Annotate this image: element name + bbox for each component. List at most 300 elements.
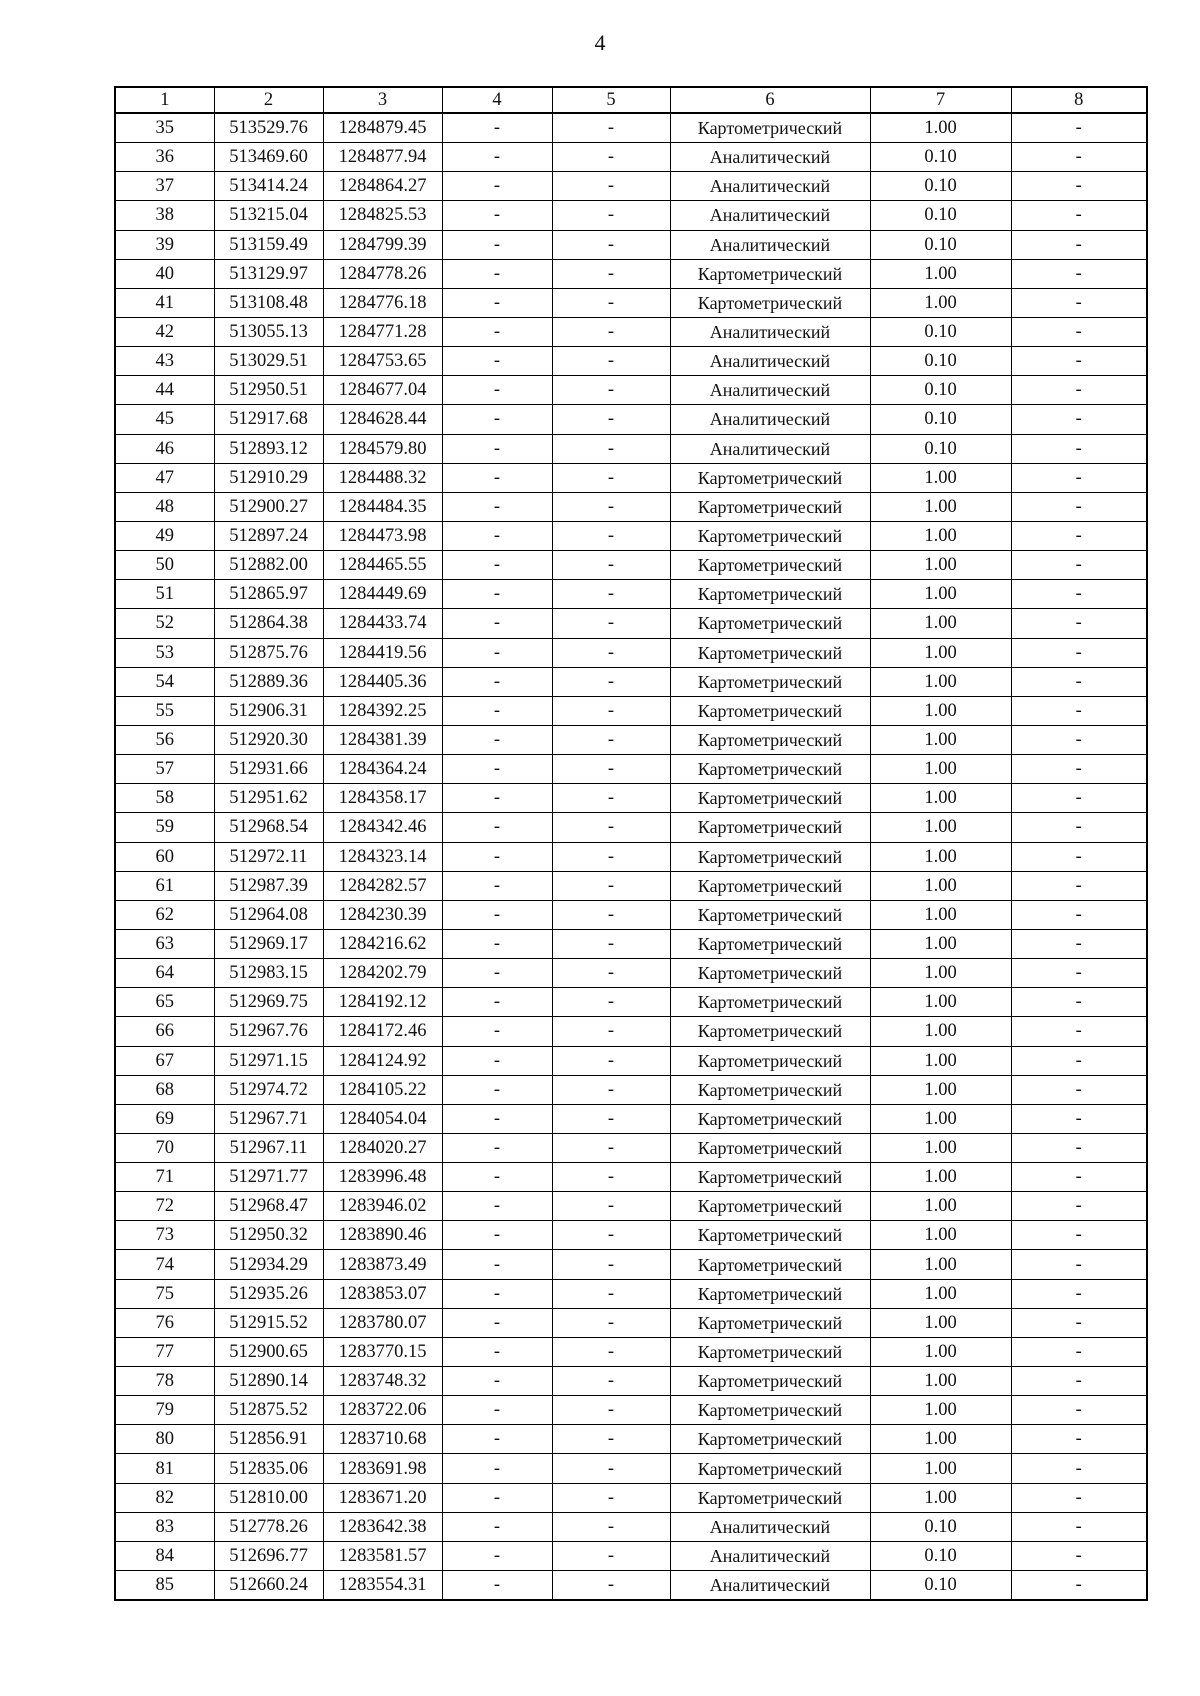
column-8-cell: -: [1011, 1133, 1147, 1162]
accuracy-cell: 0.10: [870, 1571, 1011, 1601]
method-cell: Аналитический: [670, 1571, 870, 1601]
y-coordinate-cell: 1284465.55: [323, 551, 442, 580]
column-8-cell: -: [1011, 1250, 1147, 1279]
x-coordinate-cell: 512856.91: [214, 1425, 323, 1454]
accuracy-cell: 1.00: [870, 959, 1011, 988]
column-5-cell: -: [552, 1483, 670, 1512]
y-coordinate-cell: 1284877.94: [323, 143, 442, 172]
x-coordinate-cell: 513529.76: [214, 113, 323, 143]
column-8-cell: -: [1011, 871, 1147, 900]
point-number-cell: 62: [115, 900, 214, 929]
accuracy-cell: 1.00: [870, 784, 1011, 813]
accuracy-cell: 1.00: [870, 929, 1011, 958]
header-cell: 7: [870, 87, 1011, 113]
column-5-cell: -: [552, 784, 670, 813]
method-cell: Аналитический: [670, 172, 870, 201]
y-coordinate-cell: 1284449.69: [323, 580, 442, 609]
y-coordinate-cell: 1283946.02: [323, 1192, 442, 1221]
y-coordinate-cell: 1284776.18: [323, 288, 442, 317]
column-5-cell: -: [552, 900, 670, 929]
accuracy-cell: 1.00: [870, 551, 1011, 580]
method-cell: Аналитический: [670, 201, 870, 230]
header-cell: 3: [323, 87, 442, 113]
column-8-cell: -: [1011, 988, 1147, 1017]
table-row: [115, 1483, 1147, 1512]
column-4-cell: -: [442, 1133, 552, 1162]
method-cell: Картометрический: [670, 259, 870, 288]
column-5-cell: -: [552, 201, 670, 230]
column-4-cell: -: [442, 1396, 552, 1425]
point-number-cell: 67: [115, 1046, 214, 1075]
point-number-cell: 50: [115, 551, 214, 580]
column-5-cell: -: [552, 492, 670, 521]
point-number-cell: 48: [115, 492, 214, 521]
column-8-cell: -: [1011, 813, 1147, 842]
method-cell: Картометрический: [670, 1425, 870, 1454]
table-row: [115, 376, 1147, 405]
table-body: [115, 113, 1147, 1600]
column-4-cell: -: [442, 434, 552, 463]
table-row: [115, 1396, 1147, 1425]
x-coordinate-cell: 512974.72: [214, 1075, 323, 1104]
column-8-cell: -: [1011, 696, 1147, 725]
table-row: [115, 1367, 1147, 1396]
column-4-cell: -: [442, 1075, 552, 1104]
column-8-cell: -: [1011, 638, 1147, 667]
table-row: [115, 1454, 1147, 1483]
point-number-cell: 46: [115, 434, 214, 463]
table-row: [115, 1104, 1147, 1133]
x-coordinate-cell: 512910.29: [214, 463, 323, 492]
accuracy-cell: 1.00: [870, 609, 1011, 638]
column-5-cell: -: [552, 1337, 670, 1366]
x-coordinate-cell: 513414.24: [214, 172, 323, 201]
column-4-cell: -: [442, 230, 552, 259]
point-number-cell: 64: [115, 959, 214, 988]
method-cell: Картометрический: [670, 638, 870, 667]
header-row: [115, 87, 1147, 113]
column-8-cell: -: [1011, 842, 1147, 871]
table-row: [115, 551, 1147, 580]
column-4-cell: -: [442, 551, 552, 580]
accuracy-cell: 1.00: [870, 725, 1011, 754]
column-8-cell: -: [1011, 201, 1147, 230]
header-cell: 6: [670, 87, 870, 113]
column-8-cell: -: [1011, 667, 1147, 696]
y-coordinate-cell: 1284230.39: [323, 900, 442, 929]
x-coordinate-cell: 512967.76: [214, 1017, 323, 1046]
y-coordinate-cell: 1283710.68: [323, 1425, 442, 1454]
y-coordinate-cell: 1284677.04: [323, 376, 442, 405]
accuracy-cell: 1.00: [870, 113, 1011, 143]
accuracy-cell: 1.00: [870, 1192, 1011, 1221]
y-coordinate-cell: 1284282.57: [323, 871, 442, 900]
point-number-cell: 45: [115, 405, 214, 434]
method-cell: Картометрический: [670, 113, 870, 143]
table-row: [115, 1221, 1147, 1250]
method-cell: Аналитический: [670, 347, 870, 376]
table-row: [115, 755, 1147, 784]
point-number-cell: 85: [115, 1571, 214, 1601]
accuracy-cell: 1.00: [870, 1367, 1011, 1396]
column-8-cell: -: [1011, 143, 1147, 172]
x-coordinate-cell: 512778.26: [214, 1512, 323, 1541]
y-coordinate-cell: 1284433.74: [323, 609, 442, 638]
column-4-cell: -: [442, 813, 552, 842]
table-row: [115, 900, 1147, 929]
accuracy-cell: 0.10: [870, 347, 1011, 376]
point-number-cell: 55: [115, 696, 214, 725]
x-coordinate-cell: 512969.17: [214, 929, 323, 958]
accuracy-cell: 1.00: [870, 638, 1011, 667]
method-cell: Аналитический: [670, 230, 870, 259]
point-number-cell: 39: [115, 230, 214, 259]
x-coordinate-cell: 512875.52: [214, 1396, 323, 1425]
column-8-cell: -: [1011, 1017, 1147, 1046]
column-8-cell: -: [1011, 172, 1147, 201]
column-8-cell: -: [1011, 288, 1147, 317]
column-4-cell: -: [442, 1337, 552, 1366]
method-cell: Аналитический: [670, 1512, 870, 1541]
x-coordinate-cell: 513469.60: [214, 143, 323, 172]
y-coordinate-cell: 1283642.38: [323, 1512, 442, 1541]
column-4-cell: -: [442, 1308, 552, 1337]
x-coordinate-cell: 512890.14: [214, 1367, 323, 1396]
table-row: [115, 1192, 1147, 1221]
column-5-cell: -: [552, 871, 670, 900]
y-coordinate-cell: 1284419.56: [323, 638, 442, 667]
header-cell: 1: [115, 87, 214, 113]
accuracy-cell: 1.00: [870, 696, 1011, 725]
column-4-cell: -: [442, 376, 552, 405]
x-coordinate-cell: 512897.24: [214, 521, 323, 550]
column-5-cell: -: [552, 1512, 670, 1541]
table-row: [115, 842, 1147, 871]
column-8-cell: -: [1011, 900, 1147, 929]
column-8-cell: -: [1011, 609, 1147, 638]
header-cell: 8: [1011, 87, 1147, 113]
page-number: 4: [594, 30, 606, 55]
column-4-cell: -: [442, 172, 552, 201]
accuracy-cell: 1.00: [870, 1454, 1011, 1483]
column-5-cell: -: [552, 1221, 670, 1250]
table-row: [115, 1163, 1147, 1192]
x-coordinate-cell: 512967.71: [214, 1104, 323, 1133]
point-number-cell: 54: [115, 667, 214, 696]
x-coordinate-cell: 512864.38: [214, 609, 323, 638]
column-4-cell: -: [442, 1367, 552, 1396]
y-coordinate-cell: 1284879.45: [323, 113, 442, 143]
point-number-cell: 74: [115, 1250, 214, 1279]
y-coordinate-cell: 1284771.28: [323, 317, 442, 346]
column-8-cell: -: [1011, 259, 1147, 288]
accuracy-cell: 0.10: [870, 230, 1011, 259]
table-row: [115, 1075, 1147, 1104]
y-coordinate-cell: 1283770.15: [323, 1337, 442, 1366]
table-row: [115, 871, 1147, 900]
accuracy-cell: 1.00: [870, 1017, 1011, 1046]
x-coordinate-cell: 512900.27: [214, 492, 323, 521]
x-coordinate-cell: 512934.29: [214, 1250, 323, 1279]
table-row: [115, 259, 1147, 288]
column-8-cell: -: [1011, 725, 1147, 754]
column-5-cell: -: [552, 1046, 670, 1075]
point-number-cell: 59: [115, 813, 214, 842]
x-coordinate-cell: 512967.11: [214, 1133, 323, 1162]
column-4-cell: -: [442, 988, 552, 1017]
column-5-cell: -: [552, 667, 670, 696]
column-4-cell: -: [442, 347, 552, 376]
column-5-cell: -: [552, 288, 670, 317]
column-4-cell: -: [442, 755, 552, 784]
accuracy-cell: 1.00: [870, 1425, 1011, 1454]
column-8-cell: -: [1011, 784, 1147, 813]
y-coordinate-cell: 1284020.27: [323, 1133, 442, 1162]
column-5-cell: -: [552, 434, 670, 463]
y-coordinate-cell: 1283671.20: [323, 1483, 442, 1512]
column-4-cell: -: [442, 609, 552, 638]
method-cell: Картометрический: [670, 609, 870, 638]
column-8-cell: -: [1011, 376, 1147, 405]
column-8-cell: -: [1011, 1367, 1147, 1396]
y-coordinate-cell: 1284473.98: [323, 521, 442, 550]
accuracy-cell: 1.00: [870, 580, 1011, 609]
column-8-cell: -: [1011, 1483, 1147, 1512]
point-number-cell: 36: [115, 143, 214, 172]
point-number-cell: 38: [115, 201, 214, 230]
x-coordinate-cell: 512810.00: [214, 1483, 323, 1512]
column-8-cell: -: [1011, 1163, 1147, 1192]
x-coordinate-cell: 512696.77: [214, 1541, 323, 1570]
column-5-cell: -: [552, 1133, 670, 1162]
column-5-cell: -: [552, 638, 670, 667]
y-coordinate-cell: 1283853.07: [323, 1279, 442, 1308]
column-4-cell: -: [442, 492, 552, 521]
y-coordinate-cell: 1284172.46: [323, 1017, 442, 1046]
y-coordinate-cell: 1284342.46: [323, 813, 442, 842]
point-number-cell: 42: [115, 317, 214, 346]
x-coordinate-cell: 512950.51: [214, 376, 323, 405]
y-coordinate-cell: 1284105.22: [323, 1075, 442, 1104]
header-cell: 4: [442, 87, 552, 113]
y-coordinate-cell: 1284778.26: [323, 259, 442, 288]
method-cell: Картометрический: [670, 1454, 870, 1483]
method-cell: Картометрический: [670, 988, 870, 1017]
y-coordinate-cell: 1284825.53: [323, 201, 442, 230]
column-4-cell: -: [442, 405, 552, 434]
y-coordinate-cell: 1284054.04: [323, 1104, 442, 1133]
x-coordinate-cell: 512971.15: [214, 1046, 323, 1075]
table-row: [115, 434, 1147, 463]
point-number-cell: 69: [115, 1104, 214, 1133]
column-8-cell: -: [1011, 1454, 1147, 1483]
accuracy-cell: 1.00: [870, 842, 1011, 871]
method-cell: Картометрический: [670, 667, 870, 696]
point-number-cell: 71: [115, 1163, 214, 1192]
table-row: [115, 609, 1147, 638]
column-8-cell: -: [1011, 755, 1147, 784]
table-header: [115, 87, 1147, 113]
column-8-cell: -: [1011, 317, 1147, 346]
x-coordinate-cell: 512920.30: [214, 725, 323, 754]
column-4-cell: -: [442, 1483, 552, 1512]
column-8-cell: -: [1011, 580, 1147, 609]
table-row: [115, 317, 1147, 346]
column-5-cell: -: [552, 347, 670, 376]
table-row: [115, 667, 1147, 696]
y-coordinate-cell: 1284192.12: [323, 988, 442, 1017]
accuracy-cell: 1.00: [870, 521, 1011, 550]
x-coordinate-cell: 512906.31: [214, 696, 323, 725]
accuracy-cell: 0.10: [870, 1541, 1011, 1570]
x-coordinate-cell: 512865.97: [214, 580, 323, 609]
table-row: [115, 725, 1147, 754]
accuracy-cell: 1.00: [870, 1337, 1011, 1366]
header-cell: 5: [552, 87, 670, 113]
column-8-cell: -: [1011, 551, 1147, 580]
point-number-cell: 65: [115, 988, 214, 1017]
x-coordinate-cell: 513159.49: [214, 230, 323, 259]
column-5-cell: -: [552, 580, 670, 609]
column-5-cell: -: [552, 1075, 670, 1104]
column-8-cell: -: [1011, 1337, 1147, 1366]
point-number-cell: 80: [115, 1425, 214, 1454]
column-4-cell: -: [442, 580, 552, 609]
column-5-cell: -: [552, 1454, 670, 1483]
point-number-cell: 73: [115, 1221, 214, 1250]
method-cell: Картометрический: [670, 900, 870, 929]
column-4-cell: -: [442, 638, 552, 667]
accuracy-cell: 0.10: [870, 434, 1011, 463]
accuracy-cell: 0.10: [870, 201, 1011, 230]
column-8-cell: -: [1011, 929, 1147, 958]
y-coordinate-cell: 1284381.39: [323, 725, 442, 754]
point-number-cell: 35: [115, 113, 214, 143]
column-5-cell: -: [552, 143, 670, 172]
table-row: [115, 959, 1147, 988]
table-row: [115, 988, 1147, 1017]
column-5-cell: -: [552, 521, 670, 550]
y-coordinate-cell: 1283722.06: [323, 1396, 442, 1425]
point-number-cell: 79: [115, 1396, 214, 1425]
accuracy-cell: 0.10: [870, 376, 1011, 405]
column-4-cell: -: [442, 201, 552, 230]
y-coordinate-cell: 1283581.57: [323, 1541, 442, 1570]
method-cell: Аналитический: [670, 317, 870, 346]
point-number-cell: 61: [115, 871, 214, 900]
column-5-cell: -: [552, 988, 670, 1017]
column-4-cell: -: [442, 784, 552, 813]
column-5-cell: -: [552, 1367, 670, 1396]
column-4-cell: -: [442, 1571, 552, 1601]
column-5-cell: -: [552, 1571, 670, 1601]
table-row: [115, 1046, 1147, 1075]
y-coordinate-cell: 1284216.62: [323, 929, 442, 958]
column-8-cell: -: [1011, 230, 1147, 259]
accuracy-cell: 1.00: [870, 1075, 1011, 1104]
y-coordinate-cell: 1284579.80: [323, 434, 442, 463]
column-4-cell: -: [442, 696, 552, 725]
column-8-cell: -: [1011, 405, 1147, 434]
column-4-cell: -: [442, 113, 552, 143]
point-number-cell: 84: [115, 1541, 214, 1570]
y-coordinate-cell: 1284799.39: [323, 230, 442, 259]
table-row: [115, 463, 1147, 492]
x-coordinate-cell: 512983.15: [214, 959, 323, 988]
x-coordinate-cell: 512875.76: [214, 638, 323, 667]
column-5-cell: -: [552, 463, 670, 492]
point-number-cell: 57: [115, 755, 214, 784]
column-4-cell: -: [442, 521, 552, 550]
column-5-cell: -: [552, 1425, 670, 1454]
column-5-cell: -: [552, 1250, 670, 1279]
method-cell: Картометрический: [670, 842, 870, 871]
column-4-cell: -: [442, 871, 552, 900]
table-row: [115, 347, 1147, 376]
y-coordinate-cell: 1283554.31: [323, 1571, 442, 1601]
column-5-cell: -: [552, 725, 670, 754]
point-number-cell: 70: [115, 1133, 214, 1162]
x-coordinate-cell: 512972.11: [214, 842, 323, 871]
x-coordinate-cell: 512968.54: [214, 813, 323, 842]
column-8-cell: -: [1011, 1221, 1147, 1250]
x-coordinate-cell: 512915.52: [214, 1308, 323, 1337]
table-row: [115, 230, 1147, 259]
column-4-cell: -: [442, 1046, 552, 1075]
column-4-cell: -: [442, 725, 552, 754]
accuracy-cell: 1.00: [870, 492, 1011, 521]
table-row: [115, 784, 1147, 813]
accuracy-cell: 1.00: [870, 1046, 1011, 1075]
column-5-cell: -: [552, 317, 670, 346]
method-cell: Картометрический: [670, 871, 870, 900]
point-number-cell: 56: [115, 725, 214, 754]
column-5-cell: -: [552, 172, 670, 201]
table-row: [115, 1512, 1147, 1541]
x-coordinate-cell: 512835.06: [214, 1454, 323, 1483]
accuracy-cell: 1.00: [870, 813, 1011, 842]
x-coordinate-cell: 512917.68: [214, 405, 323, 434]
method-cell: Картометрический: [670, 1367, 870, 1396]
accuracy-cell: 1.00: [870, 988, 1011, 1017]
table-row: [115, 1571, 1147, 1601]
point-number-cell: 68: [115, 1075, 214, 1104]
y-coordinate-cell: 1284484.35: [323, 492, 442, 521]
x-coordinate-cell: 512889.36: [214, 667, 323, 696]
method-cell: Картометрический: [670, 784, 870, 813]
accuracy-cell: 1.00: [870, 1163, 1011, 1192]
accuracy-cell: 1.00: [870, 1483, 1011, 1512]
y-coordinate-cell: 1283780.07: [323, 1308, 442, 1337]
column-8-cell: -: [1011, 1075, 1147, 1104]
x-coordinate-cell: 513108.48: [214, 288, 323, 317]
table-row: [115, 143, 1147, 172]
table-row: [115, 580, 1147, 609]
point-number-cell: 51: [115, 580, 214, 609]
method-cell: Картометрический: [670, 1337, 870, 1366]
y-coordinate-cell: 1284488.32: [323, 463, 442, 492]
method-cell: Картометрический: [670, 1250, 870, 1279]
x-coordinate-cell: 513129.97: [214, 259, 323, 288]
x-coordinate-cell: 512893.12: [214, 434, 323, 463]
x-coordinate-cell: 512971.77: [214, 1163, 323, 1192]
method-cell: Картометрический: [670, 1192, 870, 1221]
point-number-cell: 44: [115, 376, 214, 405]
column-4-cell: -: [442, 842, 552, 871]
column-8-cell: -: [1011, 959, 1147, 988]
accuracy-cell: 1.00: [870, 1279, 1011, 1308]
y-coordinate-cell: 1284124.92: [323, 1046, 442, 1075]
